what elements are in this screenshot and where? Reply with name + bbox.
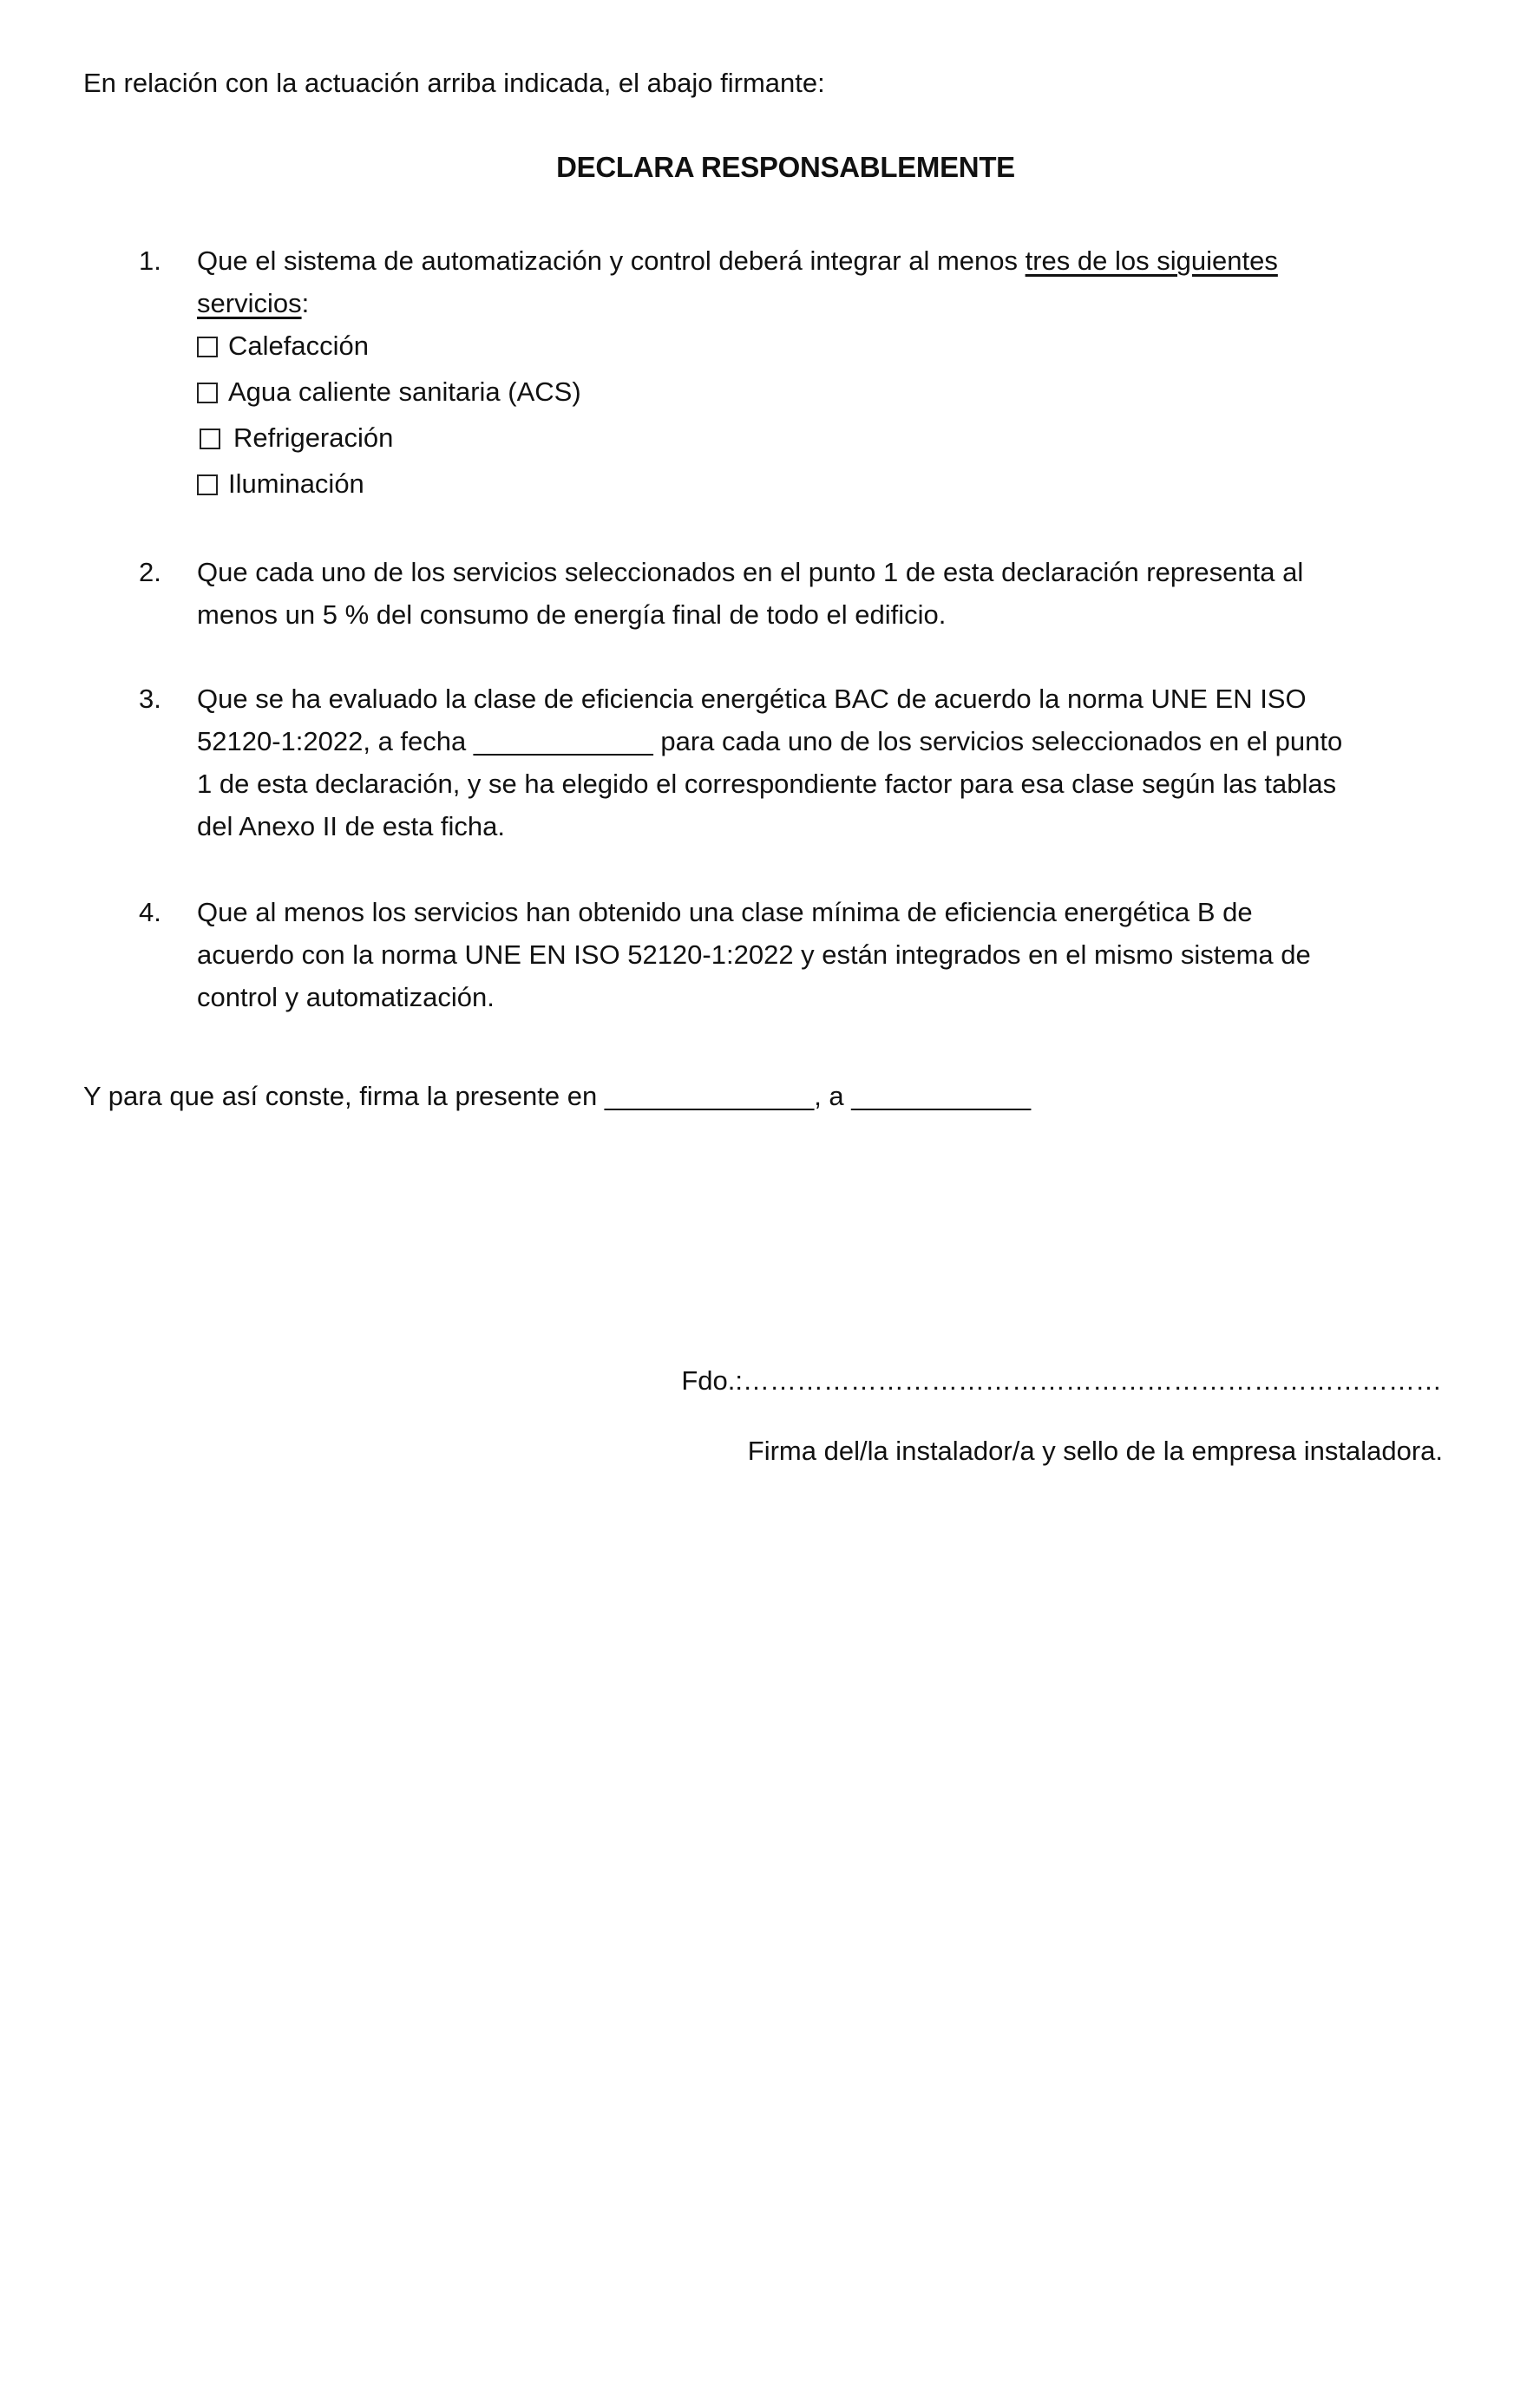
item-1-underlined-text: tres de los siguientes bbox=[1025, 245, 1278, 276]
item-number: 2. bbox=[139, 557, 161, 587]
signature-line[interactable]: Fdo.:…………………………………………………………………… bbox=[681, 1365, 1442, 1396]
item-line: Que cada uno de los servicios seleccionados en el punto 1 de esta declaración representa al bbox=[197, 557, 1304, 587]
service-options bbox=[197, 323, 1458, 507]
item-1-underlined-text-2: servicios bbox=[197, 288, 302, 318]
item-body bbox=[197, 551, 1458, 636]
item-number: 3. bbox=[139, 684, 161, 714]
item-body bbox=[197, 677, 1458, 847]
option-acs[interactable] bbox=[197, 369, 1458, 415]
signature-caption: Firma del/la instalador/a y sello de la empresa instaladora. bbox=[747, 1436, 1443, 1466]
item-body bbox=[197, 891, 1458, 1018]
item-line: menos un 5 % del consumo de energía final de todo el edificio. bbox=[197, 599, 947, 630]
item-line: control y automatización. bbox=[197, 982, 495, 1012]
checkbox-icon[interactable] bbox=[197, 383, 218, 403]
option-iluminacion[interactable] bbox=[197, 461, 1458, 507]
item-1-text: Que el sistema de automatización y control deberá integrar al menos bbox=[197, 245, 1026, 276]
item-line: del Anexo II de esta ficha. bbox=[197, 811, 506, 841]
item-number: 4. bbox=[139, 897, 161, 927]
item-line: 1 de esta declaración, y se ha elegido el correspondiente factor para esa clase según las tablas bbox=[197, 769, 1337, 799]
item-line: acuerdo con la norma UNE EN ISO 52120-1:2022 y están integrados en el mismo sistema de bbox=[197, 939, 1311, 970]
option-label: Iluminación bbox=[228, 468, 364, 499]
closing-statement: Y para que así conste, firma la presente en ______________, a ____________ bbox=[83, 1081, 1032, 1111]
item-number: 1. bbox=[139, 245, 161, 276]
item-line: Que se ha evaluado la clase de eficiencia energética BAC de acuerdo la norma UNE EN ISO bbox=[197, 684, 1307, 714]
item-1-colon: : bbox=[301, 288, 310, 318]
item-1-line-1 bbox=[197, 239, 1458, 282]
option-label: Refrigeración bbox=[233, 422, 394, 453]
option-label: Calefacción bbox=[228, 330, 369, 361]
checkbox-icon[interactable] bbox=[197, 474, 218, 495]
checkbox-icon[interactable] bbox=[197, 337, 218, 357]
item-1-line-2 bbox=[197, 282, 1458, 324]
item-body bbox=[197, 239, 1458, 507]
declaration-heading: DECLARA RESPONSABLEMENTE bbox=[556, 151, 1015, 183]
item-line: Que al menos los servicios han obtenido una clase mínima de eficiencia energética B de bbox=[197, 897, 1253, 927]
checkbox-icon[interactable] bbox=[200, 429, 220, 449]
option-refrigeracion[interactable] bbox=[197, 415, 1458, 461]
item-line: 52120-1:2022, a fecha ____________ para cada uno de los servicios seleccionados en el punto bbox=[197, 726, 1343, 756]
option-label: Agua caliente sanitaria (ACS) bbox=[228, 376, 581, 407]
intro-text: En relación con la actuación arriba indicada, el abajo firmante: bbox=[83, 68, 825, 98]
option-calefaccion[interactable] bbox=[197, 323, 1458, 369]
